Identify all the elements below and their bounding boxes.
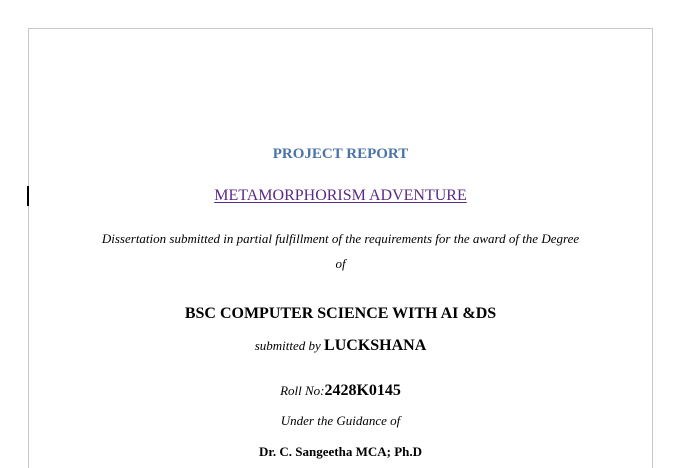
submitted-by-label: submitted by: [254, 338, 325, 353]
document-page[interactable]: [28, 28, 653, 468]
degree-title: BSC COMPUTER SCIENCE WITH AI &DS: [184, 305, 497, 322]
submitted-by-line: [28, 337, 653, 355]
roll-number: 2428K0145: [324, 382, 401, 399]
report-heading: PROJECT REPORT: [272, 146, 409, 162]
guide-name: Dr. C. Sangeetha MCA; Ph.D: [258, 444, 423, 459]
roll-label: Roll No:: [280, 383, 325, 398]
dissertation-statement: Dissertation submitted in partial fulfillment of the requirements for the award of the Degree: [101, 231, 580, 246]
of-line: of: [335, 256, 346, 271]
guidance-line: Under the Guidance of: [280, 413, 401, 428]
roll-number-line: [28, 382, 653, 400]
project-title: METAMORPHORISM ADVENTURE: [214, 187, 467, 204]
student-name: LUCKSHANA: [324, 337, 427, 354]
